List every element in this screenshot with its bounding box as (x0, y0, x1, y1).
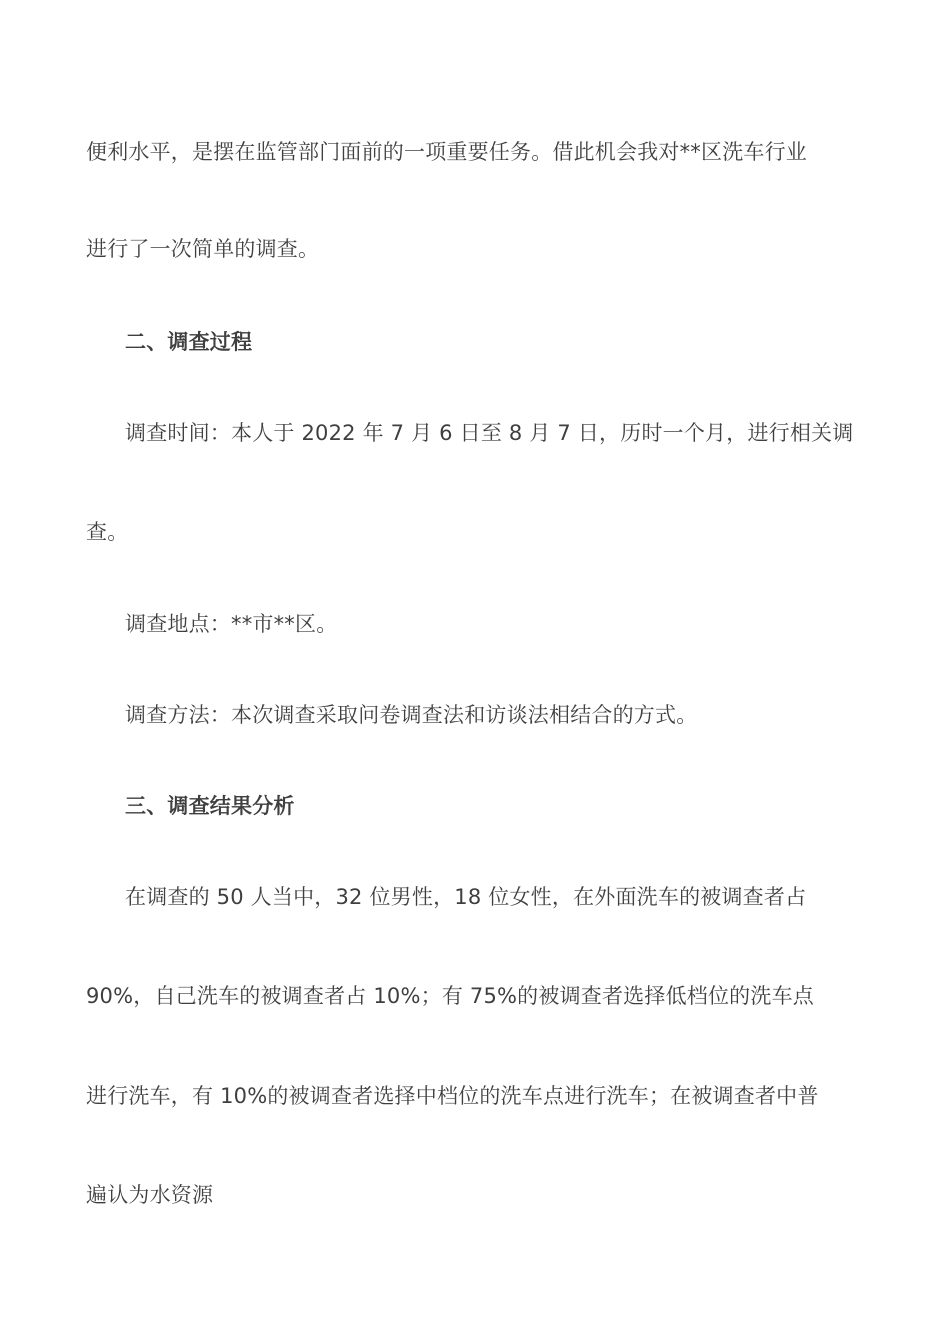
paragraph-results-line-4: 遍认为水资源 (86, 1183, 214, 1207)
paragraph-intro-line-2: 进行了一次简单的调查。 (86, 237, 320, 261)
paragraph-survey-method: 调查方法：本次调查采取问卷调查法和访谈法相结合的方式。 (125, 703, 698, 727)
paragraph-results-line-3: 进行洗车，有 10%的被调查者选择中档位的洗车点进行洗车；在被调查者中普 (86, 1084, 819, 1108)
section-heading-survey-process: 二、调查过程 (125, 330, 253, 354)
paragraph-intro-line-1: 便利水平，是摆在监管部门面前的一项重要任务。借此机会我对**区洗车行业 (86, 140, 807, 164)
paragraph-results-line-1: 在调查的 50 人当中，32 位男性，18 位女性，在外面洗车的被调查者占 (125, 885, 807, 909)
section-heading-result-analysis: 三、调查结果分析 (125, 794, 295, 818)
paragraph-results-line-2: 90%，自己洗车的被调查者占 10%；有 75%的被调查者选择低档位的洗车点 (86, 984, 814, 1008)
paragraph-survey-time-line-2: 查。 (86, 520, 129, 544)
paragraph-survey-location: 调查地点：**市**区。 (125, 612, 338, 636)
paragraph-survey-time-line-1: 调查时间：本人于 2022 年 7 月 6 日至 8 月 7 日，历时一个月，进行相关调 (125, 421, 854, 445)
